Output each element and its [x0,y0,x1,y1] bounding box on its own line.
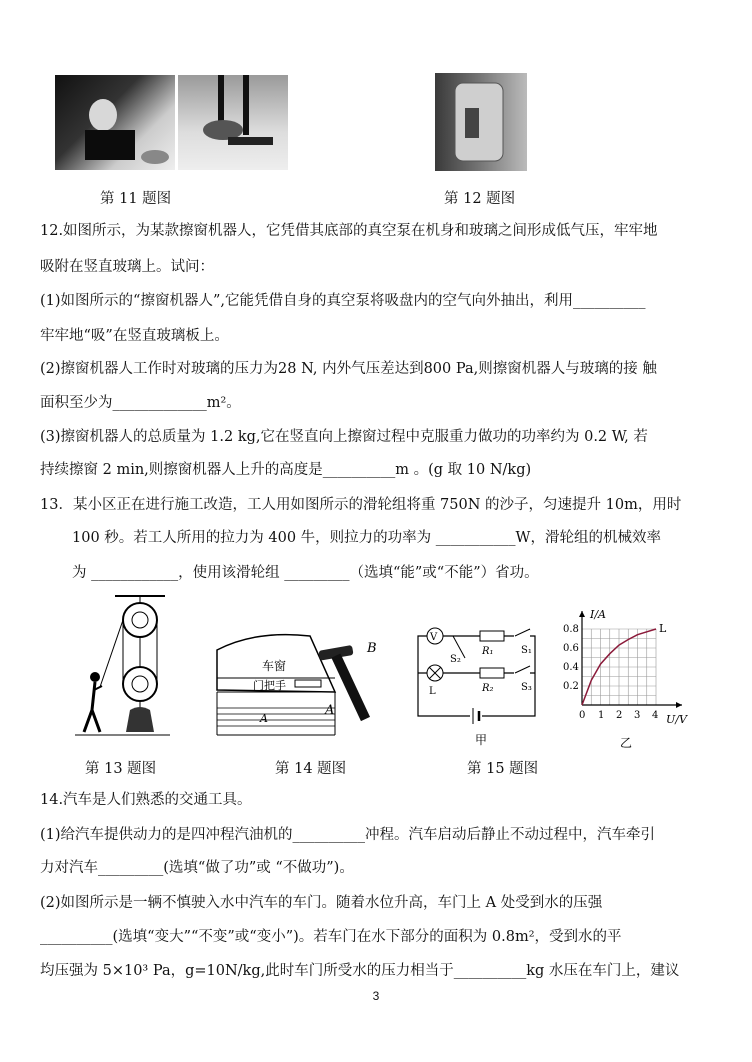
point-a-label-door: A [260,712,268,725]
q13-line-3: 为 ____________，使用该滑轮组 _________（选填“能”或“不能”）省功。 [72,565,539,581]
s1-label: S₁ [521,645,532,656]
fig15-jia-label: 甲 [475,733,488,747]
figure-12-caption: 第 12 题图 [444,191,516,207]
y-tick-0.6: 0.6 [563,643,579,654]
q14-line-6: 均压强为 5×10³ Pa，g=10N/kg,此时车门所受水的压力相当于__________kg 水压在车门上，建议 [40,963,680,979]
y-tick-0.4: 0.4 [563,662,579,673]
q12-line-5: (2)擦窗机器人工作时对玻璃的压力为28 N, 内外气压差达到800 Pa,则擦窗机器人与玻璃的接 触 [40,361,657,377]
window-robot-photo [435,73,527,171]
point-a-label: A [325,703,335,718]
q14-line-1: 14.汽车是人们熟悉的交通工具。 [40,792,252,808]
curve-label: L [659,622,667,635]
q13-line-2: 100 秒。若工人所用的拉力为 400 牛，则拉力的功率为 ___________W，滑轮组的机械效率 [72,530,661,546]
q13-line-1: 13．某小区正在进行施工改造，工人用如图所示的滑轮组将重 750N 的沙子，匀速提升 10m，用时 [40,497,682,513]
hammer-figure [315,636,395,736]
q12-line-1: 12.如图所示，为某款擦窗机器人，它凭借其底部的真空泵在机身和玻璃之间形成低气压，牢牢地 [40,223,658,239]
x-tick-1: 1 [598,710,605,721]
r1-label: R₁ [482,646,494,657]
q12-line-2: 吸附在竖直玻璃上。试问： [40,259,214,275]
figure-15-caption: 第 15 题图 [467,761,539,777]
iu-chart [560,605,695,750]
voltmeter-label: V [430,632,438,643]
x-tick-0: 0 [579,710,586,721]
door-handle-label: 门把手 [253,679,286,692]
figure-13-caption: 第 13 题图 [85,761,157,777]
circuit-diagram [415,618,545,758]
s2-label: S₂ [450,654,461,665]
q14-line-4: (2)如图所示是一辆不慎驶入水中汽车的车门。随着水位升高，车门上 A 处受到水的压强 [40,895,603,911]
q14-line-2: (1)给汽车提供动力的是四冲程汽油机的__________冲程。汽车启动后静止不动过程中，汽车牵引 [40,827,656,843]
q12-line-4: 牢牢地“吸”在竖直玻璃板上。 [40,328,229,344]
y-tick-0.2: 0.2 [563,681,579,692]
q14-line-3: 力对汽车_________(选填“做了功”或 “不做功”)。 [40,860,354,876]
q12-line-3: (1)如图所示的“擦窗机器人”,它能凭借自身的真空泵将吸盘内的空气向外抽出，利用__________ [40,293,646,309]
point-b-label: B [367,641,377,656]
figure-11-caption: 第 11 题图 [100,191,172,207]
q14-line-5: __________(选填“变大”“不变”或“变小”)。若车门在水下部分的面积为 0.8m²，受到水的平 [40,929,622,945]
q12-line-7: (3)擦窗机器人的总质量为 1.2 kg,它在竖直向上擦窗过程中克服重力做功的功率约为 0.2 W, 若 [40,429,648,445]
y-tick-0.8: 0.8 [563,624,579,635]
x-tick-2: 2 [616,710,623,721]
page-number: 3 [372,989,380,1003]
r2-label: R₂ [482,683,494,694]
fig15-yi-label: 乙 [620,736,633,750]
x-axis-label: U/V [666,713,687,726]
q12-line-6: 面积至少为_____________m²。 [40,395,241,411]
curling-photo-left [55,75,175,170]
x-tick-4: 4 [652,710,659,721]
car-window-label: 车窗 [262,659,287,673]
y-axis-label: I/A [590,608,606,621]
x-tick-3: 3 [634,710,641,721]
lamp-label: L [429,686,436,697]
pulley-figure [70,592,180,742]
s3-label: S₃ [521,682,532,693]
figure-14-caption: 第 14 题图 [275,761,347,777]
curling-photo-right [178,75,288,170]
q12-line-8: 持续擦窗 2 min,则擦窗机器人上升的高度是__________m 。(g 取 10 N/kg) [40,462,532,478]
